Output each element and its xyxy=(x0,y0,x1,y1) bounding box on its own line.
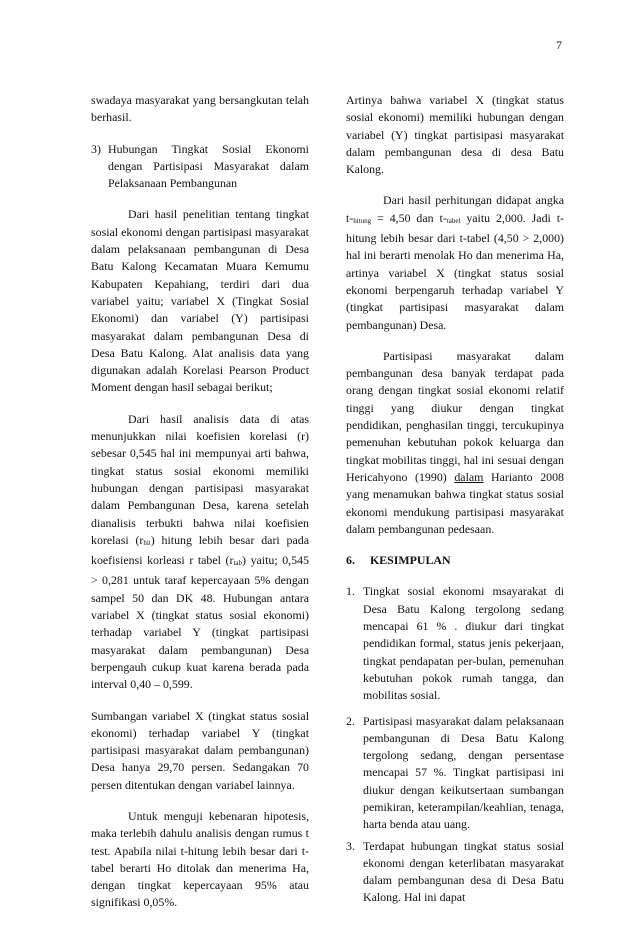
paragraph-text: Dari hasil analisis data di atas menunjukkan nilai koefisien korelasi (r) sebesar 0,545 hal ini mempunyai arti bahwa, tingkat status sosial ekonomi memiliki hubungan dengan partisipasi masyarakat dalam Pembangunan Desa, karena setelah dianalisis terbukti bahwa nilai koefisien korelasi (r xyxy=(91,411,309,547)
underlined-word: dalam xyxy=(454,469,484,484)
section-number: 6. xyxy=(346,553,355,568)
paragraph-text: yaitu 2,000. Jadi t-hitung lebih besar dari t-tabel (4,50 > 2,000) hal ini berarti menolak Ho dan menerima Ha, artinya variabel X (tingkat status sosial ekonomi berpengaruh terhadap variabel Y (tingkat partisipasi masyarakat dalam pembangunan) Desa. xyxy=(346,210,565,332)
paragraph-text: ) yaitu; 0,545 > 0,281 untuk taraf kepercayaan 5% dengan sampel 50 dan DK 48. Hubungan antara variabel X (tingkat status sosial ekonomi) terhadap variabel Y (tingkat partisipasi masyarakat dalam pembangunan) Desa berpengauh cukup kuat karena berada pada interval 0,40 – 0,599. xyxy=(91,553,309,692)
paragraph xyxy=(346,192,564,333)
item-text: Terdapat hubungan tingkat status sosial ekonomi dengan keterlibatan masyarakat dalam pembangunan desa di Desa Batu Kalong. Hal ini dapat xyxy=(363,838,564,905)
paragraph-text: = 4,50 dan t- xyxy=(371,210,447,225)
item-number: 3. xyxy=(346,838,355,853)
paragraph xyxy=(346,348,564,538)
item-number: 1. xyxy=(346,584,355,599)
subsection-number: 3) xyxy=(91,141,101,156)
subsection-title: Hubungan Tingkat Sosial Ekonomi dengan Partisipasi Masyarakat dalam Pelaksanaan Pembangunan xyxy=(108,141,309,191)
paragraph: Untuk menguji kebenaran hipotesis, maka terlebih dahulu analisis dengan rumus t test. Apabila nilai t-hitung lebih besar dari t-tabel berarti Ho ditolak dan menerima Ha, dengan tingkat kepercayaan 95% atau signifikasi 0,05%. xyxy=(91,808,309,910)
conclusion-item xyxy=(346,713,564,834)
item-text: Tingkat sosial ekonomi msayarakat di Desa Batu Kalong tergolong sedang mencapai 61 % . diukur dari tingkat pendidikan formal, status jenis pekerjaan, tingkat pendapatan per-bulan, pemenuhan kebutuhan pokok rumah tangga, dan mobilitas sosial. xyxy=(363,584,564,703)
section-heading xyxy=(346,552,564,569)
page-number: 7 xyxy=(556,38,562,52)
paragraph-text: Harianto 2008 yang menamukan bahwa tingkat status sosial ekonomi mendukung partisipasi masyarakat dalam pembangunan pedesaan. xyxy=(346,469,565,536)
paragraph-text: Dari hasil perhitungan didapat angka t- xyxy=(346,193,564,225)
paragraph-text: Partisipasi masyarakat dalam pembangunan desa banyak terdapat pada orang dengan tingkat sosial ekonomi relatif tinggi yang diukur dengan tingkat pendidikan, penghasilan tinggi, tercukupinya pemenuhan kebutuhan pokok keluarga dan tingkat mobilitas tinggi, hal ini sesuai dengan Hericahyono (1990) xyxy=(346,348,564,484)
left-column xyxy=(91,92,309,926)
conclusion-item xyxy=(346,838,564,907)
subscript: hit xyxy=(143,538,151,547)
item-text: Partisipasi masyarakat dalam pelaksanaan pembangunan di Desa Batu Kalong tergolong sedang, dengan persentase mencapai 57 %. Tingkat partisipasi ini diukur dengan keikutsertaan sumbangan pemikiran, keterampilan/keahlian, tenaga, harta benda atau uang. xyxy=(363,713,564,832)
section-title: KESIMPULAN xyxy=(370,553,451,568)
paragraph: Artinya bahwa variabel X (tingkat status sosial ekonomi) memiliki hubungan dengan variabel (Y) tingkat partisipasi masyarakat dalam pembangunan desa di desa Batu Kalong. xyxy=(346,93,564,177)
subscript: hitung xyxy=(353,216,372,225)
subsection-heading xyxy=(91,141,309,193)
paragraph: Sumbangan variabel X (tingkat status sosial ekonomi) terhadap variabel Y (tingkat partisipasi masyarakat dalam pembangunan) Desa hanya 29,70 persen. Sedangakan 70 persen ditentukan dengan variabel lainnya. xyxy=(91,708,309,792)
item-number: 2. xyxy=(346,713,355,728)
conclusion-item xyxy=(346,583,564,704)
subscript: tab xyxy=(233,559,243,568)
paragraph-text: ) hitung lebih besar dari pada koefisiensi korleasi r tabel (r xyxy=(91,532,309,568)
paragraph: swadaya masyarakat yang bersangkutan telah berhasil. xyxy=(91,93,309,125)
paragraph xyxy=(91,411,309,694)
right-column xyxy=(346,92,564,911)
subscript: tabel xyxy=(446,216,461,225)
paragraph: Dari hasil penelitian tentang tingkat sosial ekonomi dengan partisipasi masyarakat dalam pelaksanaan pembangunan di Desa Batu Kalong Kecamatan Muara Kemumu Kabupaten Kepahiang, terdiri dari dua variabel yaitu; variabel X (Tingkat Sosial Ekonomi) dan variabel (Y) partisipasi masyarakat dalam pembangunan Desa di Desa Batu Kalong. Alat analisis data yang digunakan adalah Korelasi Pearson Product Moment dengan hasil sebagai berikut; xyxy=(91,207,309,395)
